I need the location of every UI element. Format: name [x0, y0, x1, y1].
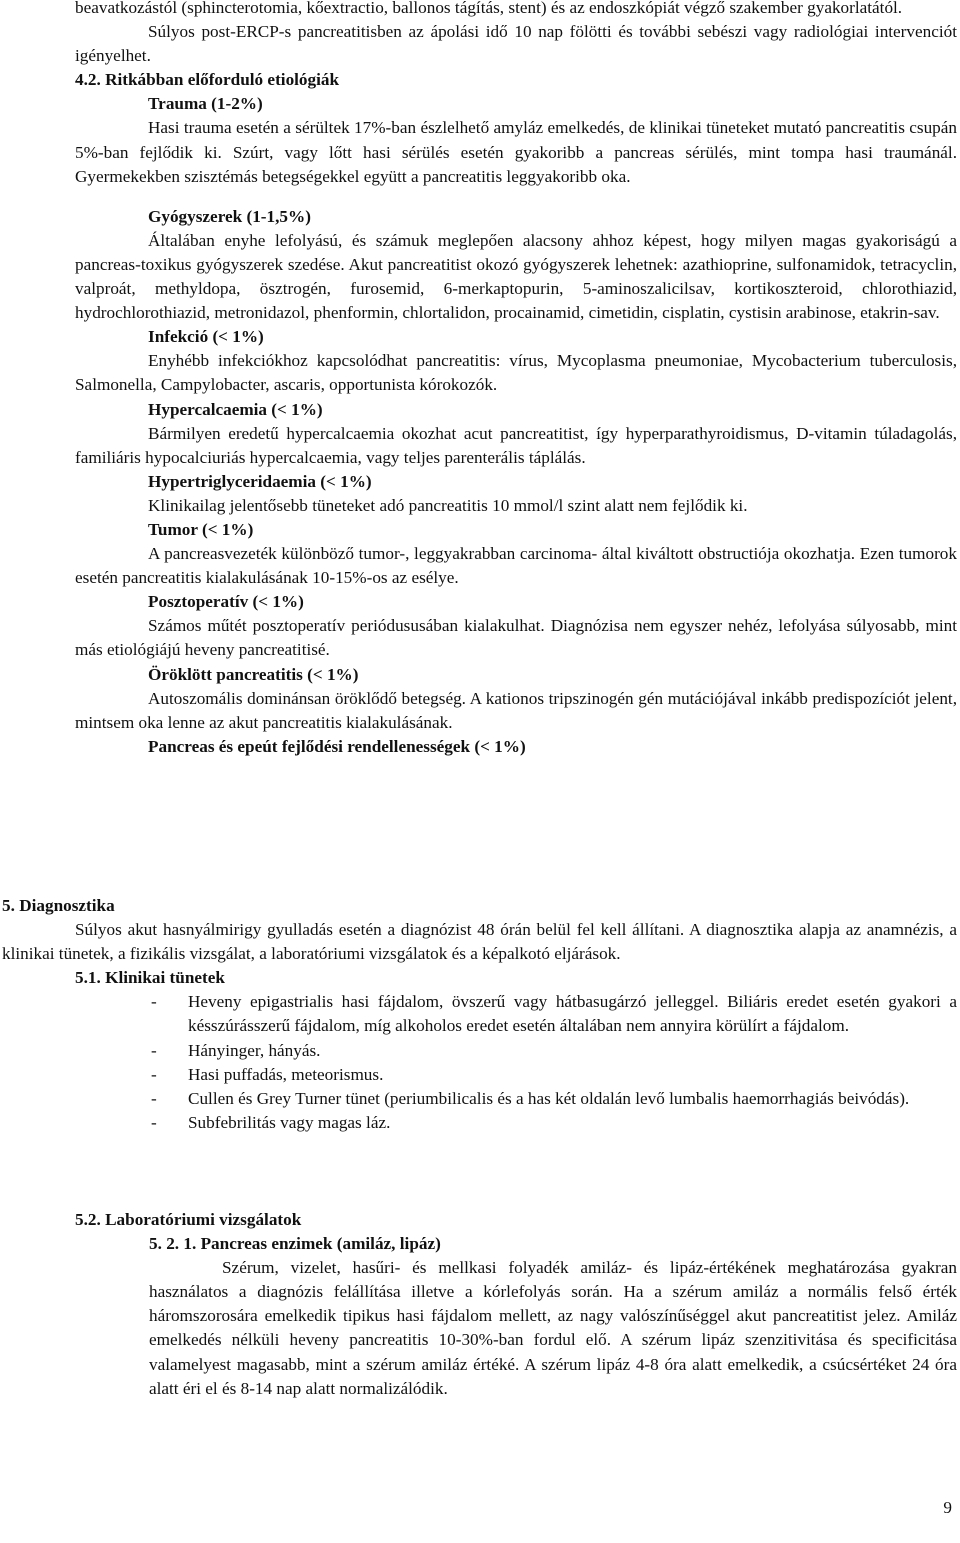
enzymes-block: [75, 1232, 957, 1401]
page-number: 9: [943, 1498, 952, 1517]
heading-fejlodesi: Pancreas és epeút fejlődési rendellenességek (< 1%): [148, 736, 526, 756]
heading-5-1: 5.1. Klinikai tünetek: [75, 968, 225, 988]
heading-hypertriglyceridaemia: Hypertriglyceridaemia (< 1%): [148, 471, 372, 491]
paragraph-diagnosztika: Súlyos akut hasnyálmirigy gyulladás esetén a diagnózist 48 órán belül fel kell állítani. A diagnosztika alapja az anamnézis, a klinikai tünetek, a fizikális vizsgálat, a laboratóriumi vizsgálatok és a képalkotó eljárások.: [2, 920, 957, 964]
heading-posztoperativ: Posztoperatív (< 1%): [148, 592, 304, 612]
heading-5-2-1: 5. 2. 1. Pancreas enzimek (amiláz, lipáz): [149, 1234, 441, 1254]
paragraph-post-ercp: Súlyos post-ERCP-s pancreatitisben az ápolási idő 10 nap fölötti és további sebészi vagy radiológiai intervenciót igényelhet.: [75, 22, 957, 66]
symptom-list: [2, 990, 957, 1135]
paragraph-hypercalcaemia: Bármilyen eredetű hypercalcaemia okozhat acut pancreatitist, így hyperparathyroidismus, D-vitamin túladagolás, familiáris hypocalciuriás hypercalcaemia, vagy teljes parenterális táplálás.: [75, 423, 957, 467]
paragraph-enzimek: Szérum, vizelet, hasűri- és mellkasi folyadék amiláz- és lipáz-értékének meghatározása gyakran használatos a diagnózis felállítása illetve a kórlefolyás során. Ha a szérum amiláz a normális felső érték háromszorosára emelkedik tipikus hasi fájdalom mellett, az nagy valószínűséggel akut pancreatitist jelez. Amiláz emelkedés nélküli heveny pancreatitis 10-30%-ban fordul elő. A szérum lipáz szenzitivitása és specificitása valamelyest magasabb, mint a szérum amiláz értéké. A szérum lipáz 4-8 óra alatt emelkedik, a csúcsértéket 24 óra alatt éri el és 8-14 nap alatt normalizálódik.: [149, 1258, 957, 1398]
diagnosztika-section: [2, 894, 957, 1135]
heading-oroklott: Öröklött pancreatitis (< 1%): [148, 664, 359, 684]
laboratory-section: [75, 1208, 957, 1401]
list-item: - Hasi puffadás, meteorismus.: [151, 1064, 384, 1084]
paragraph-tumor: A pancreasvezeték különböző tumor-, leggyakrabban carcinoma- által kiváltott obstructiója okozhatja. Ezen tumorok esetén pancreatitis kialakulásának 10-15%-os az esélye.: [75, 544, 957, 588]
heading-hypercalcaemia: Hypercalcaemia (< 1%): [148, 399, 323, 419]
list-item: - Subfebrilitás vagy magas láz.: [151, 1112, 391, 1132]
heading-5: 5. Diagnosztika: [2, 896, 115, 915]
heading-infekcio: Infekció (< 1%): [148, 327, 264, 347]
paragraph-continued: beavatkozástól (sphincterotomia, kőextractio, ballonos tágítás, stent) és az endoszkópiát végző szakember gyakorlatától.: [75, 0, 903, 17]
heading-trauma: Trauma (1-2%): [148, 94, 263, 114]
paragraph-infekcio: Enyhébb infekciókhoz kapcsolódhat pancreatitis: vírus, Mycoplasma pneumoniae, Mycobacterium tuberculosis, Salmonella, Campylobacter, ascaris, opportunista kórokozók.: [75, 351, 957, 395]
list-item: - Cullen és Grey Turner tünet (periumbilicalis és a has két oldalán levő lumbalis haemorrhagiás beivódás).: [151, 1088, 910, 1108]
top-section: [75, 0, 957, 759]
heading-5-2: 5.2. Laboratóriumi vizsgálatok: [75, 1210, 302, 1229]
heading-4-2: 4.2. Ritkábban előforduló etiológiák: [75, 70, 340, 90]
paragraph-trauma: Hasi trauma esetén a sérültek 17%-ban észlelhető amyláz emelkedés, de klinikai tüneteket mutató pancreatitis csupán 5%-ban fejlődik ki. Szúrt, vagy lőtt hasi sérülés esetén gyakoribb a pancreas sérülés, mint tompa hasi traumánál. Gyermekekben szisztémás betegségekkel együtt a pancreatitis leggyakoribb oka.: [75, 118, 957, 186]
list-item: - Heveny epigastrialis hasi fájdalom, övszerű vagy hátbasugárzó jelleggel. Biliáris eredet esetén gyakori a késszúrásszerű fájdalom, míg alkoholos eredet esetén általában nem annyira körülírt a fájdalom.: [151, 992, 957, 1036]
paragraph-gyogyszerek: Általában enyhe lefolyású, és számuk meglepően alacsony ahhoz képest, hogy milyen magas gyakoriságú a pancreas-toxikus gyógyszerek szedése. Akut pancreatitist okozó gyógyszerek lehetnek: azathioprine, sulfonamidok, tetracyclin, valproát, methyldopa, ösztrogén, furosemid, 6-merkaptopurin, 5-aminoszalicilsav, kortikoszteroid, chlorothiazid, hydrochlorothiazid, metronidazol, phenformin, chlortalidon, procainamid, cimetidin, cisplatin, cystisin arabinose, etakrin-sav.: [75, 230, 957, 323]
list-item: - Hányinger, hányás.: [151, 1040, 321, 1060]
paragraph-oroklott: Autoszomális dominánsan öröklődő betegség. A kationos tripszinogén gén mutációjával inkább predispozíciót jelent, mintsem oka lenne az akut pancreatitis kialakulásának.: [75, 688, 957, 732]
heading-tumor: Tumor (< 1%): [148, 519, 254, 539]
paragraph-hypertriglyceridaemia: Klinikailag jelentősebb tüneteket adó pancreatitis 10 mmol/l szint alatt nem fejlődik ki.: [148, 495, 748, 515]
paragraph-posztoperativ: Számos műtét posztoperatív periódususában kialakulhat. Diagnózisa nem egyszer nehéz, lefolyása súlyosabb, mint más etiológiájú heveny pancreatitisé.: [75, 616, 957, 660]
heading-gyogyszerek: Gyógyszerek (1-1,5%): [148, 206, 311, 226]
